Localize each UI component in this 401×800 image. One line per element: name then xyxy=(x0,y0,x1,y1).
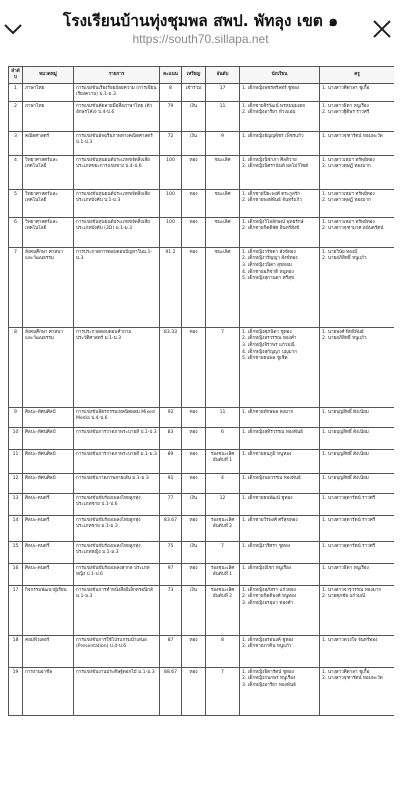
table-row xyxy=(9,218,395,248)
results-document xyxy=(8,66,394,792)
row-item: การแข่งขันคัดลายมือสื่อภาษาไทย (ตัวอักษรโค้ง) ป.4-ป.6 xyxy=(74,102,160,132)
teacher-name: 1. นางสาวดวงใจ จันทร์ทอง xyxy=(322,637,378,643)
table-row xyxy=(9,102,395,132)
row-medal: เงิน xyxy=(182,542,206,564)
row-item: การแข่งขันหุ่นยนต์ประเภทขจัดสิ่งเสีย ประเภทขยะการแข่งขาง ป.4-ป.6 xyxy=(74,156,160,190)
student-name: 2. เด็กชายภาคิน หนูแก้ว xyxy=(242,644,292,650)
row-rank: 4 xyxy=(206,474,240,494)
row-medal: ทอง xyxy=(182,564,206,586)
teacher-name: 1. นางสาวจุฑารัตน์ หอมพะวัด xyxy=(322,133,383,139)
browser-header xyxy=(0,0,401,58)
student-name: 1. เด็กหญิงณิชา หนูเรือง xyxy=(242,565,291,571)
row-teachers xyxy=(320,190,395,218)
row-number: 3 xyxy=(9,132,23,156)
row-score: 83 xyxy=(160,428,182,450)
row-rank: 7 xyxy=(206,328,240,408)
row-students xyxy=(240,132,320,156)
row-teachers xyxy=(320,218,395,248)
row-category: วิทยาศาสตร์และเทคโนโลยี xyxy=(23,218,74,248)
row-number: 4 xyxy=(9,156,23,190)
row-students xyxy=(240,494,320,516)
student-name: 1. เด็กชายทักษพล คงมาก xyxy=(242,409,294,415)
row-medal: ทอง xyxy=(182,156,206,190)
row-score: 92 xyxy=(160,408,182,428)
table-row xyxy=(9,132,395,156)
student-name: 1. เด็กชายปิยะพงศ์ ตระกูลรัก xyxy=(242,191,301,197)
row-score: 97 xyxy=(160,564,182,586)
row-students xyxy=(240,102,320,132)
student-name: 2. เด็กหญิงนิศรานันท์ ผลโม่ว์ไซต์ xyxy=(242,164,309,170)
column-header: ลำดับ xyxy=(9,67,23,84)
row-number: 15 xyxy=(9,542,23,564)
row-students xyxy=(240,190,320,218)
teacher-name: 1. นายบุญสิทธิ์ ดังเนียม xyxy=(322,409,369,415)
student-name: 1. เด็กหญิงวริศรา ชูทอง xyxy=(242,543,290,549)
table-row xyxy=(9,494,395,516)
student-name: 4. เด็กหญิงสุกัญญา บุญมาก xyxy=(242,349,298,355)
row-rank: รองชนะเลิศอันดับที่ 2 xyxy=(206,586,240,636)
student-name: 2. เด็กหญิงวรัญญา สังข์ทอง xyxy=(242,256,298,262)
teacher-name: 1. นางสาวเหม่ฯ ทรัพย์ทอง xyxy=(322,191,375,197)
row-students xyxy=(240,474,320,494)
row-category: สังคมศึกษา ศาสนาและวัฒนธรรม xyxy=(23,328,74,408)
row-teachers xyxy=(320,84,395,102)
student-name: 1. เด็กหญิงพชรสรัลทร์ ชูทอง xyxy=(242,85,300,91)
row-medal: ทอง xyxy=(182,428,206,450)
row-item: การแข่งขันการใช้โปรแกรมนำเสนอ (Presentation) ป.4-ป.6 xyxy=(74,636,160,668)
row-students xyxy=(240,668,320,716)
row-medal: เงิน xyxy=(182,132,206,156)
row-students xyxy=(240,328,320,408)
column-header: หมวดหมู่ xyxy=(23,67,74,84)
row-number: 17 xyxy=(9,586,23,636)
row-rank: 8 xyxy=(206,636,240,668)
row-rank: ชนะเลิศ xyxy=(206,190,240,218)
column-header: นักเรียน xyxy=(240,67,320,84)
row-category: คอมพิวเตอร์ xyxy=(23,636,74,668)
student-name: 1. เด็กหญิงธัญญพัชร เพ็ชรแก้ว xyxy=(242,133,304,139)
row-item: การแข่งขันอัจฉริยภาพทางคณิตศาสตร์ ป.1-ป.3 xyxy=(74,132,160,156)
row-category: ศิลปะ-ทัศนศิลป์ xyxy=(23,474,74,494)
row-teachers xyxy=(320,474,395,494)
student-name: 5. เด็กหญิงสุกานดา ศรีสุข xyxy=(242,276,295,282)
teacher-name: 2. นางสาวดุษฎี ทองมาก xyxy=(322,198,371,204)
row-number: 11 xyxy=(9,450,23,474)
row-medal: ทอง xyxy=(182,636,206,668)
chevron-down-icon[interactable] xyxy=(2,18,24,40)
student-name: 2. เด็กหญิงอารียา หัวงแอ่ม xyxy=(242,110,296,116)
student-name: 3. เด็กหญิงจิราพร แก้วมณี xyxy=(242,343,295,349)
row-medal: ทอง xyxy=(182,248,206,328)
row-category: ศิลปะ-ทัศนศิลป์ xyxy=(23,408,74,428)
row-number: 2 xyxy=(9,102,23,132)
table-row xyxy=(9,248,395,328)
student-name: 1. เด็กหญิงนพวรรณ ทองพันธ์ xyxy=(242,475,301,481)
row-rank: 6 xyxy=(206,428,240,450)
row-number: 1 xyxy=(9,84,23,102)
row-score: 87 xyxy=(160,636,182,668)
row-category: ศิลปะ-ดนตรี xyxy=(23,564,74,586)
student-name: 3. เด็กหญิงอรอุมา ทองคำ xyxy=(242,601,294,607)
row-score: 73 xyxy=(160,586,182,636)
row-teachers xyxy=(320,328,395,408)
column-header: รายการ xyxy=(74,67,160,84)
row-rank: 7 xyxy=(206,542,240,564)
row-medal: เงิน xyxy=(182,586,206,636)
table-row xyxy=(9,564,395,586)
row-item: การประกวดการตอบตอบปัญหาในม.1-ม.3 xyxy=(74,248,160,328)
row-teachers xyxy=(320,248,395,328)
table-row xyxy=(9,474,395,494)
row-teachers xyxy=(320,516,395,542)
row-item: การแข่งขันหุ่นยนต์ประเภทขจัดสิ่งเสีย ประเภทบังคับ ป.1-ม.3 xyxy=(74,190,160,218)
table-row xyxy=(9,542,395,564)
student-name: 3. เด็กหญิงวนิดา สุขหอม xyxy=(242,263,292,269)
row-teachers xyxy=(320,408,395,428)
row-students xyxy=(240,428,320,450)
row-item: การแข่งขันการวาดภาพระบายสี ป.1-ป.3 xyxy=(74,428,160,450)
row-rank: 12 xyxy=(206,494,240,516)
row-medal: ทอง xyxy=(182,328,206,408)
row-score: 91.2 xyxy=(160,248,182,328)
student-name: 3. เด็กหญิงอารียา ทองพันธ์ xyxy=(242,683,296,689)
row-score: 83.67 xyxy=(160,516,182,542)
row-number: 16 xyxy=(9,564,23,586)
teacher-name: 1. นางสาวศิดาลา ชูเกื้อ xyxy=(322,669,370,675)
row-students xyxy=(240,84,320,102)
row-category: การงานอาชีพ xyxy=(23,668,74,716)
teacher-name: 1. นายบุญสิทธิ์ ดังเนียม xyxy=(322,451,369,457)
student-name: 2. เด็กหญิงกนกพร หนูเรือง xyxy=(242,676,296,682)
row-item: การแข่งขันการทำหนังสืออิเล็กทรอนิกส์ ม.1-ม.3 xyxy=(74,586,160,636)
row-score: 100 xyxy=(160,190,182,218)
row-rank: ชนะเลิศ xyxy=(206,248,240,328)
close-icon[interactable] xyxy=(371,18,393,40)
row-medal: ทอง xyxy=(182,516,206,542)
row-teachers xyxy=(320,102,395,132)
row-item: การแข่งขันการวาดภาพระบายสี ม.1-ม.3 xyxy=(74,450,160,474)
row-students xyxy=(240,586,320,636)
row-students xyxy=(240,156,320,190)
row-medal: เงิน xyxy=(182,494,206,516)
row-score: 100 xyxy=(160,218,182,248)
row-score: 75 xyxy=(160,542,182,564)
page-url[interactable]: https://south70.sillapa.net xyxy=(132,32,269,46)
student-name: 1. เด็กหญิงวิไลลักษณ์ พุทธรักษ์ xyxy=(242,219,304,225)
table-row xyxy=(9,190,395,218)
column-header: เหรียญ xyxy=(182,67,206,84)
row-students xyxy=(240,542,320,564)
row-rank: ชนะเลิศ xyxy=(206,218,240,248)
row-medal: ทอง xyxy=(182,474,206,494)
row-score: 100 xyxy=(160,156,182,190)
row-teachers xyxy=(320,586,395,636)
row-item: การแข่งขันขับร้องเพลงไทยลูกทุ่ง ประเภทชาย ป.1-ป.6 xyxy=(74,494,160,516)
row-item: การแข่งขันขับร้องเพลงไทยลูกทุ่ง ประเภทหญิง ม.1-ม.3 xyxy=(74,542,160,564)
student-name: 1. เด็กหญิงสุภัสรา แก้วทอง xyxy=(242,587,296,593)
row-score: 79 xyxy=(160,102,182,132)
row-category: วิทยาศาสตร์และเทคโนโลยี xyxy=(23,190,74,218)
student-name: 2. เด็กชายกิตติพงศ์ หนูทอง xyxy=(242,594,297,600)
row-item: การแข่งขันจิตรกรรมเทคนิคผสม Mixed Media ป.4-ป.6 xyxy=(74,408,160,428)
student-name: 1. เด็กหญิงศุภนิดา ชูทอง xyxy=(242,329,292,335)
student-name: 1. เด็กชายวีรพงศ์ ศรีสุขทอง xyxy=(242,517,298,523)
table-row xyxy=(9,156,395,190)
teacher-name: 2. นางสาวฐิติพร ราวศรี xyxy=(322,110,370,116)
table-row xyxy=(9,328,395,408)
row-rank: 17 xyxy=(206,84,240,102)
student-name: 1. เด็กหญิงอรอนงค์ ชูทอง xyxy=(242,637,294,643)
row-number: 10 xyxy=(9,428,23,450)
row-teachers xyxy=(320,564,395,586)
row-students xyxy=(240,636,320,668)
results-table xyxy=(8,66,394,716)
row-number: 13 xyxy=(9,494,23,516)
row-number: 5 xyxy=(9,190,23,218)
student-name: 1. เด็กชายธนพัฒน์ ชูทอง xyxy=(242,495,293,501)
teacher-name: 2. นายอภิสิทธิ์ หนูแก้ว xyxy=(322,336,367,342)
teacher-name: 1. นางสาวเหม่ฯ ทรัพย์ทอง xyxy=(322,219,375,225)
row-rank: 11 xyxy=(206,102,240,132)
row-item: การแข่งขันวาดภาพลายเส้น ม.1-ม.3 xyxy=(74,474,160,494)
teacher-name: 2. นางสาวดุษฎี ทองมาก xyxy=(322,164,371,170)
teacher-name: 2. นายอภิสิทธิ์ หนูแก้ว xyxy=(322,256,367,262)
row-category: ศิลปะ-ทัศนศิลป์ xyxy=(23,450,74,474)
row-rank: 11 xyxy=(206,408,240,428)
row-score: 72 xyxy=(160,132,182,156)
row-students xyxy=(240,218,320,248)
row-medal: ทอง xyxy=(182,408,206,428)
teacher-name: 1. นางสาวจารุวรรณ ทองมาก xyxy=(322,587,382,593)
row-category: ศิลปะ-ดนตรี xyxy=(23,494,74,516)
teacher-name: 2. นางสาวจุฑามาศ อนันตรัตน์ xyxy=(322,226,384,232)
row-number: 19 xyxy=(9,668,23,716)
row-score: 89 xyxy=(160,450,182,474)
row-item: การประกวดตอบตอบคำถามประวัติศาสตร์ ม.1-ม.3 xyxy=(74,328,160,408)
row-students xyxy=(240,564,320,586)
row-score: 83.33 xyxy=(160,328,182,408)
table-header-row xyxy=(9,67,395,84)
teacher-name: 1. นางสาวธิดา หนูเรือง xyxy=(322,565,369,571)
row-number: 6 xyxy=(9,218,23,248)
row-item: การแข่งขันขับร้องเพลงสากล ประเภทหญิง ป.1-ป.6 xyxy=(74,564,160,586)
column-header: คะแนน xyxy=(160,67,182,84)
student-name: 1. เด็กหญิงสุทิรวรรณ ทองพันธ์ xyxy=(242,429,303,435)
student-name: 2. เด็กหญิงอรวรรณ ทองคำ xyxy=(242,336,297,342)
row-rank: 9 xyxy=(206,132,240,156)
row-item: การแข่งขันหุ่นยนต์ประเภทขจัดสิ่งเสีย ประเภทบังคับ (3D) ม.1-ม.3 xyxy=(74,218,160,248)
table-row xyxy=(9,636,395,668)
row-score: 77 xyxy=(160,494,182,516)
row-students xyxy=(240,450,320,474)
teacher-name: 1. นายพงศ์ พิทธิพันธ์ xyxy=(322,329,364,335)
row-students xyxy=(240,248,320,328)
table-row xyxy=(9,428,395,450)
table-row xyxy=(9,668,395,716)
row-item: การแข่งขันงานประดิษฐ์ดอกไม้ ม.1-ม.3 xyxy=(74,668,160,716)
row-score: 91 xyxy=(160,474,182,494)
table-row xyxy=(9,516,395,542)
row-category: ศิลปะ-ดนตรี xyxy=(23,542,74,564)
column-header: อันดับ xyxy=(206,67,240,84)
row-rank: รองชนะเลิศอันดับที่ 2 xyxy=(206,516,240,542)
teacher-name: 2. นายศุภชัย แก้วมณี xyxy=(322,594,366,600)
row-teachers xyxy=(320,542,395,564)
row-category: สังคมศึกษา ศาสนาและวัฒนธรรม xyxy=(23,248,74,328)
row-teachers xyxy=(320,450,395,474)
teacher-name: 1. นายบุญสิทธิ์ ดังเนียม xyxy=(322,475,369,481)
row-students xyxy=(240,516,320,542)
row-teachers xyxy=(320,636,395,668)
student-name: 1. เด็กหญิงวรัชดา สังข์ทอง xyxy=(242,249,296,255)
row-number: 7 xyxy=(9,248,23,328)
row-category: ภาษาไทย xyxy=(23,84,74,102)
student-name: 2. เด็กชายกิตติพัศ อินทร์สังข์ xyxy=(242,226,300,232)
row-medal: ทอง xyxy=(182,218,206,248)
row-score: 88.67 xyxy=(160,668,182,716)
row-teachers xyxy=(320,132,395,156)
row-rank: รองชนะเลิศอันดับที่ 1 xyxy=(206,564,240,586)
row-teachers xyxy=(320,156,395,190)
student-name: 5. เด็กชายธนพล ชูเชิด xyxy=(242,356,288,362)
row-item: การแข่งขันขับร้องเพลงไทยลูกทุ่ง ประเภทชาย ม.1-ม.3 xyxy=(74,516,160,542)
row-medal: เงิน xyxy=(182,102,206,132)
row-medal: ทอง xyxy=(182,450,206,474)
teacher-name: 2. นางสาวจุฑารัตน์ หอมพะวัด xyxy=(322,676,383,682)
row-score: 8 xyxy=(160,84,182,102)
table-row xyxy=(9,408,395,428)
student-name: 1. เด็กหญิงนิชาภา ศิลสิวาย xyxy=(242,157,297,163)
row-category: ภาษาไทย xyxy=(23,102,74,132)
row-category: ศิลปะ-ดนตรี xyxy=(23,516,74,542)
row-medal: ทอง xyxy=(182,668,206,716)
row-number: 9 xyxy=(9,408,23,428)
row-number: 8 xyxy=(9,328,23,408)
row-category: กิจกรรมพัฒนาผู้เรียน xyxy=(23,586,74,636)
table-row xyxy=(9,450,395,474)
teacher-name: 1. นางสาวสุดารัตน์ ราวศรี xyxy=(322,543,376,549)
student-name: 1. เด็กชายธนภูมิ หนูทอง xyxy=(242,451,292,457)
table-row xyxy=(9,84,395,102)
teacher-name: 1. นางสาวศิดาลา ชูเกื้อ xyxy=(322,85,370,91)
row-item: การแข่งขันเรียงร้อยถ้อยความ (การเขียนเรียงความ) ม.1-ม.3 xyxy=(74,84,160,102)
row-teachers xyxy=(320,494,395,516)
row-category: วิทยาศาสตร์และเทคโนโลยี xyxy=(23,156,74,190)
teacher-name: 1. นางสาวธิดา หนูเรือง xyxy=(322,103,369,109)
student-name: 2. เด็กชายพงษ์พันธ์ จันทร์แก้ว xyxy=(242,198,302,204)
row-teachers xyxy=(320,428,395,450)
teacher-name: 1. นายวินัย ทองมี xyxy=(322,249,358,255)
row-medal: เข้าร่วม xyxy=(182,84,206,102)
student-name: 4. เด็กชายอภิชาติ หนูทอง xyxy=(242,269,294,275)
row-students xyxy=(240,408,320,428)
teacher-name: 1. นายบุญสิทธิ์ ดังเนียม xyxy=(322,429,369,435)
row-rank: รองชนะเลิศอันดับที่ 1 xyxy=(206,450,240,474)
teacher-name: 1. นางสาวสุดารัตน์ ราวศรี xyxy=(322,495,376,501)
row-rank: ชนะเลิศ xyxy=(206,156,240,190)
teacher-name: 1. นางสาวสุดารัตน์ ราวศรี xyxy=(322,517,376,523)
table-row xyxy=(9,586,395,636)
column-header: ครู xyxy=(320,67,395,84)
teacher-name: 1. นางสาวเหม่ฯ ทรัพย์ทอง xyxy=(322,157,375,163)
row-rank: 7 xyxy=(206,668,240,716)
row-teachers xyxy=(320,668,395,716)
row-medal: ทอง xyxy=(182,190,206,218)
student-name: 1. เด็กหญิงธิดารัตน์ ชูทอง xyxy=(242,669,294,675)
student-name: 1. เด็กชายจิรวัฒน์ พรหมพุ่มเตย xyxy=(242,103,305,109)
row-number: 12 xyxy=(9,474,23,494)
row-category: ศิลปะ-ทัศนศิลป์ xyxy=(23,428,74,450)
row-number: 18 xyxy=(9,636,23,668)
page-title: โรงเรียนบ้านทุ่งชุมพล สพป. พัทลุง เขต ๑ xyxy=(62,12,339,30)
row-category: คณิตศาสตร์ xyxy=(23,132,74,156)
row-number: 14 xyxy=(9,516,23,542)
